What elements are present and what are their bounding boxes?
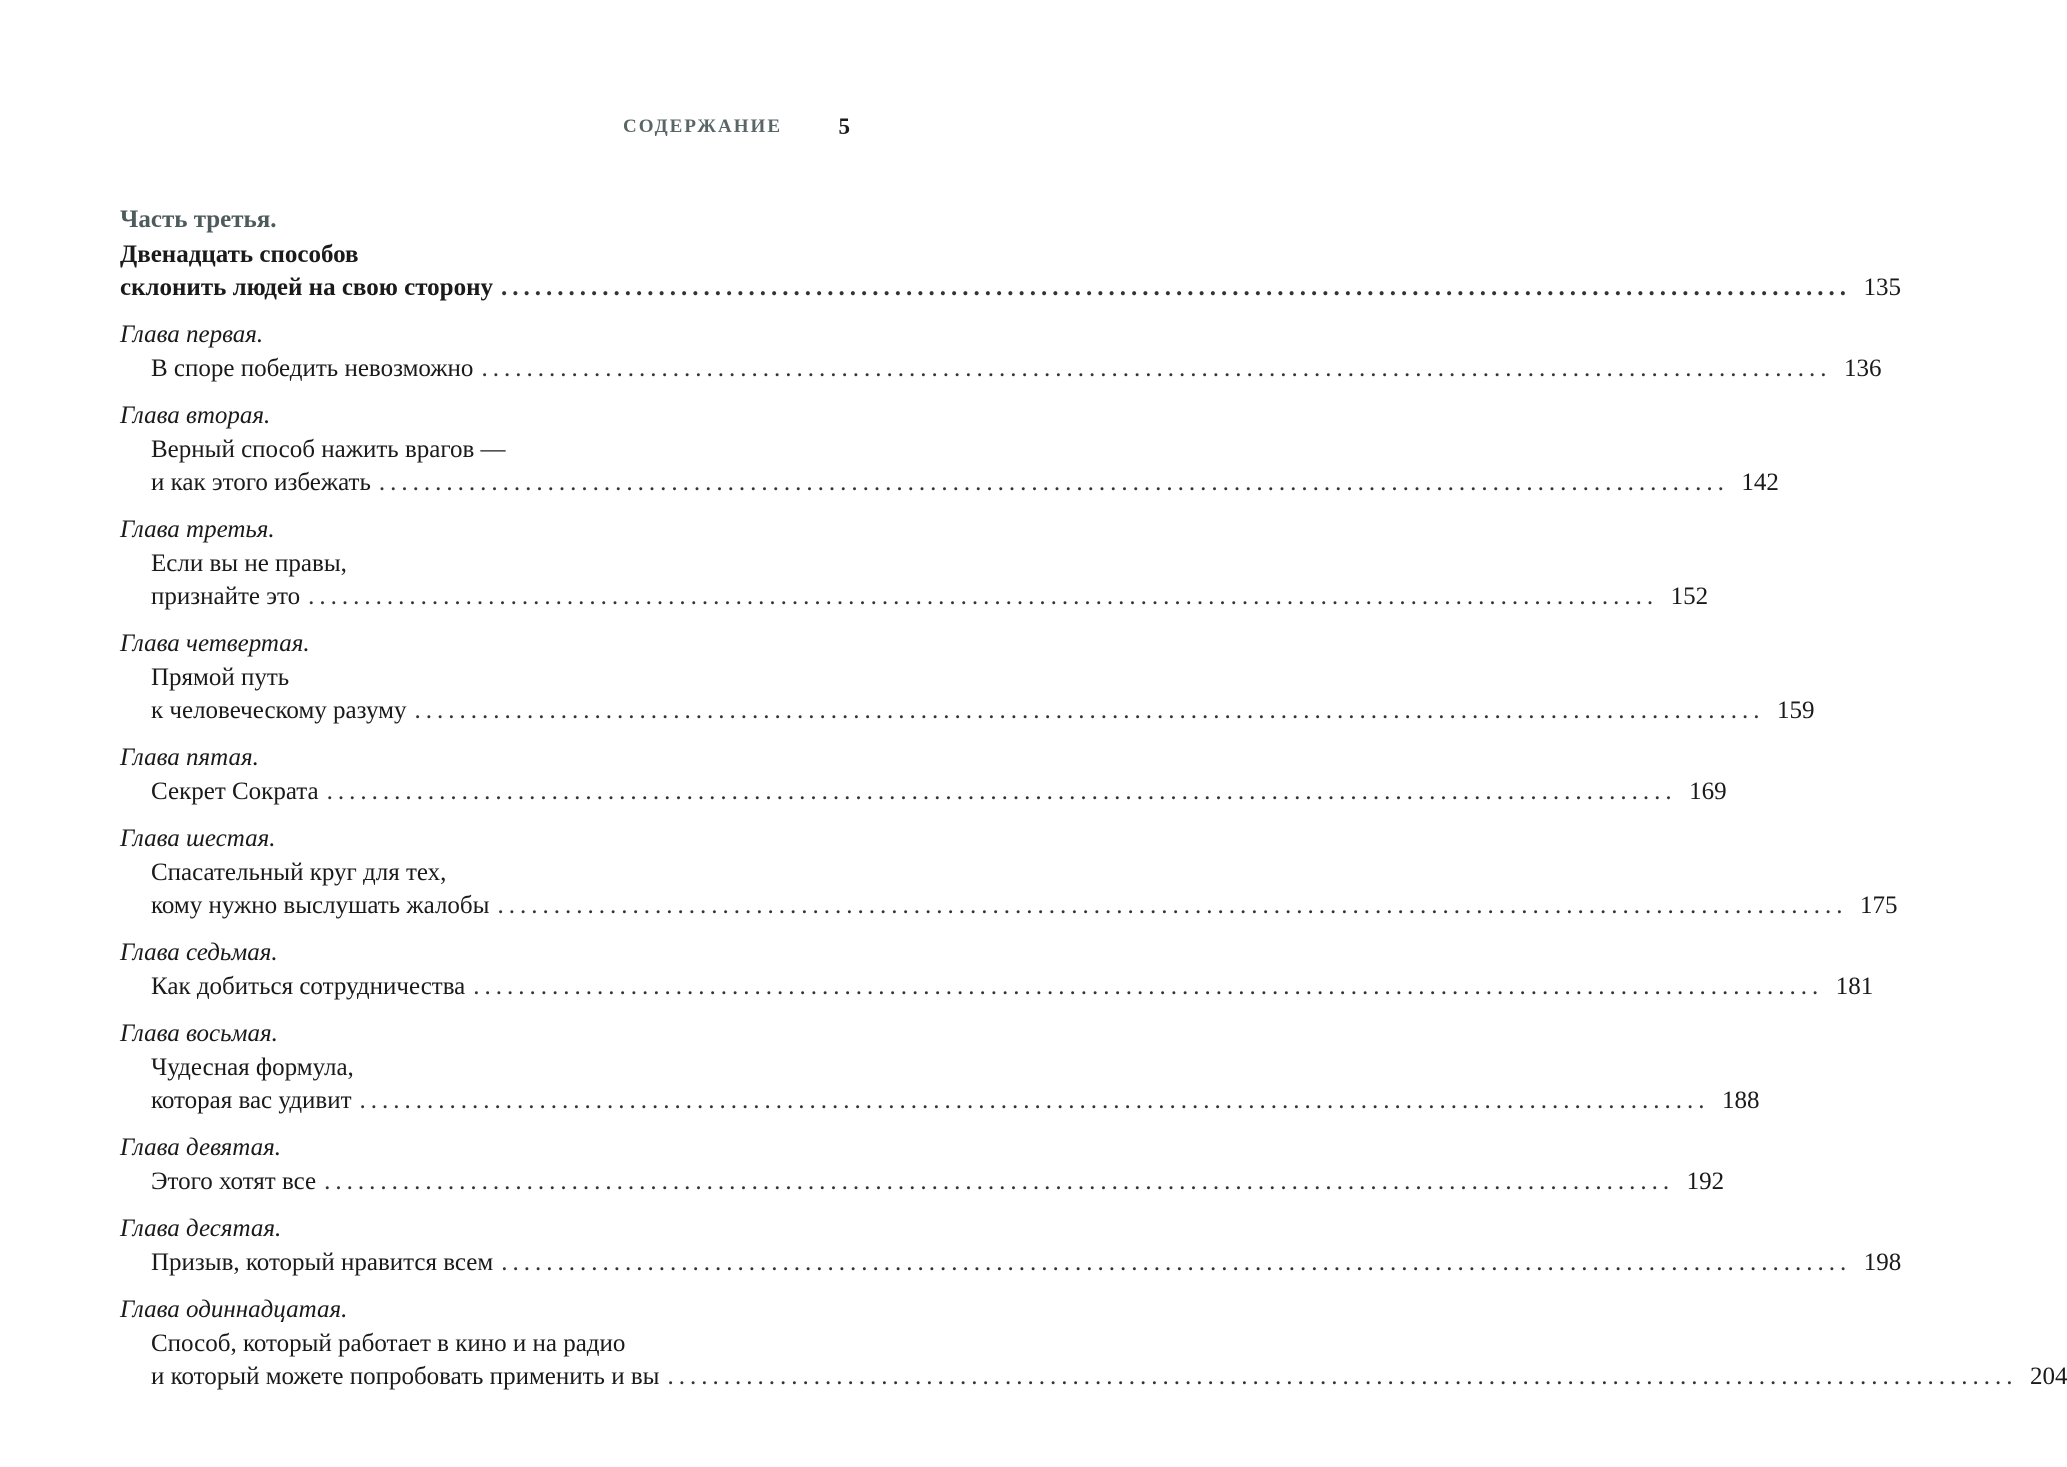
- chapter-label: Глава первая.: [120, 321, 264, 348]
- chapter-title-last-line: [120, 1084, 1760, 1117]
- chapter-title-text: которая вас удивит: [151, 1087, 352, 1114]
- chapter-list: [120, 317, 2067, 1393]
- chapter-entry: [120, 935, 1874, 1003]
- chapter-label: Глава четвертая.: [120, 630, 310, 657]
- chapter-title-text: и как этого избежать: [151, 469, 371, 496]
- chapter-label: Глава седьмая.: [120, 939, 278, 966]
- leader-dots: ........................................................................................................................: [378, 469, 1729, 496]
- chapter-page-number: 198: [1863, 1249, 1902, 1276]
- chapter-entry: [120, 626, 1815, 727]
- chapter-title-text: Этого хотят все: [151, 1168, 317, 1195]
- page-number: 5: [838, 114, 850, 139]
- chapter-title-line: Спасательный круг для тех,: [151, 859, 447, 886]
- chapter-title-text: В споре победить невозможно: [151, 355, 474, 382]
- part-label: Часть третья.: [120, 206, 277, 233]
- chapter-entry: [120, 1211, 1902, 1279]
- chapter-page-number: 204: [2029, 1363, 2067, 1390]
- leader-dots: ........................................................................................................................: [497, 892, 1848, 919]
- part-entry: [120, 202, 1901, 304]
- chapter-label: Глава третья.: [120, 516, 275, 543]
- chapter-title-text: к человеческому разуму: [151, 697, 407, 724]
- chapter-title-line: Если вы не правы,: [151, 550, 347, 577]
- chapter-page-number: 181: [1835, 973, 1874, 1000]
- chapter-label: Глава восьмая.: [120, 1020, 278, 1047]
- part-title-last-line: [120, 271, 1901, 304]
- chapter-title-line: Способ, который работает в кино и на радио: [151, 1330, 626, 1357]
- chapter-label: Глава десятая.: [120, 1215, 282, 1242]
- chapter-title-last-line: [120, 970, 1874, 1003]
- leader-dots: ........................................................................................................................: [500, 274, 1851, 301]
- chapter-page-number: 175: [1859, 892, 1898, 919]
- chapter-entry: [120, 317, 1882, 385]
- chapter-label: Глава девятая.: [120, 1134, 281, 1161]
- chapter-title-text: Как добиться сотрудничества: [151, 973, 466, 1000]
- chapter-title-text: Секрет Сократа: [151, 778, 319, 805]
- leader-dots: ........................................................................................................................: [501, 1249, 1852, 1276]
- chapter-page-number: 188: [1722, 1087, 1760, 1114]
- section-title: СОДЕРЖАНИЕ: [623, 116, 782, 137]
- part-title-text: склонить людей на свою сторону: [120, 274, 493, 301]
- chapter-title-last-line: [120, 889, 1898, 922]
- leader-dots: ........................................................................................................................: [414, 697, 1765, 724]
- chapter-title-last-line: [120, 352, 1882, 385]
- leader-dots: ........................................................................................................................: [326, 778, 1677, 805]
- leader-dots: ........................................................................................................................: [324, 1168, 1675, 1195]
- running-header: [0, 116, 1000, 146]
- part-title-line: Двенадцать способов: [120, 241, 359, 268]
- chapter-title-line: Чудесная формула,: [151, 1054, 354, 1081]
- leader-dots: ........................................................................................................................: [308, 583, 1659, 610]
- leader-dots: ........................................................................................................................: [667, 1363, 2018, 1390]
- chapter-entry: [120, 398, 1779, 499]
- chapter-page-number: 169: [1689, 778, 1727, 805]
- chapter-title-last-line: [120, 1360, 2067, 1393]
- chapter-entry: [120, 1292, 2067, 1393]
- leader-dots: ........................................................................................................................: [359, 1087, 1710, 1114]
- chapter-title-line: Прямой путь: [151, 664, 290, 691]
- chapter-entry: [120, 821, 1898, 922]
- chapter-title-line: Верный способ нажить врагов —: [151, 436, 506, 463]
- chapter-entry: [120, 1130, 1725, 1198]
- chapter-title-last-line: [120, 694, 1815, 727]
- leader-dots: ........................................................................................................................: [481, 355, 1832, 382]
- chapter-entry: [120, 1016, 1760, 1117]
- chapter-entry: [120, 512, 1709, 613]
- table-of-contents: [120, 202, 2067, 1406]
- chapter-title-last-line: [120, 1246, 1902, 1279]
- chapter-title-text: Призыв, который нравится всем: [151, 1249, 494, 1276]
- part-page-number: 135: [1863, 274, 1901, 301]
- chapter-title-text: признайте это: [151, 583, 301, 610]
- chapter-title-last-line: [120, 1165, 1725, 1198]
- chapter-title-last-line: [120, 580, 1709, 613]
- chapter-page-number: 142: [1741, 469, 1779, 496]
- chapter-page-number: 136: [1843, 355, 1882, 382]
- chapter-label: Глава вторая.: [120, 402, 271, 429]
- chapter-page-number: 152: [1670, 583, 1709, 610]
- chapter-title-last-line: [120, 775, 1727, 808]
- chapter-title-text: кому нужно выслушать жалобы: [151, 892, 490, 919]
- chapter-label: Глава пятая.: [120, 744, 259, 771]
- leader-dots: ........................................................................................................................: [473, 973, 1824, 1000]
- chapter-label: Глава одиннадцатая.: [120, 1296, 348, 1323]
- chapter-page-number: 159: [1776, 697, 1815, 724]
- chapter-label: Глава шестая.: [120, 825, 276, 852]
- chapter-title-text: и который можете попробовать применить и вы: [151, 1363, 660, 1390]
- chapter-entry: [120, 740, 1727, 808]
- chapter-title-last-line: [120, 466, 1779, 499]
- chapter-page-number: 192: [1686, 1168, 1725, 1195]
